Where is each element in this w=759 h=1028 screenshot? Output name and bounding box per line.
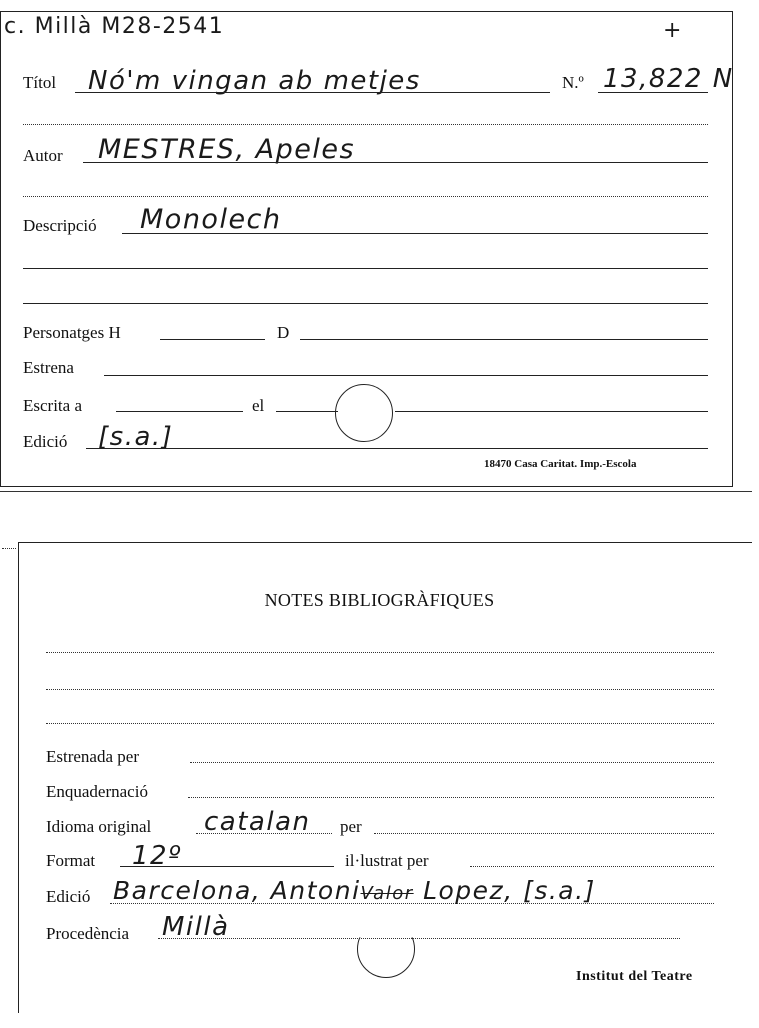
el-label: el xyxy=(252,396,265,415)
number-line xyxy=(598,92,708,93)
notes-heading: NOTES BIBLIOGRÀFIQUES xyxy=(264,590,495,610)
card1-rule-4 xyxy=(23,303,708,304)
format-line xyxy=(120,866,334,867)
autor-label: Autor xyxy=(23,146,63,165)
personatges-d-line xyxy=(300,339,708,340)
procedencia-value: Millà xyxy=(162,912,230,942)
card1-rule-3 xyxy=(23,268,708,269)
idioma-value: catalan xyxy=(204,807,311,837)
idioma-per-line xyxy=(374,833,714,834)
card2-left-edge xyxy=(2,548,16,549)
estrenada-line xyxy=(190,762,714,763)
d-label: D xyxy=(277,323,290,342)
card2-rule-2 xyxy=(46,689,714,690)
descripcio-value: Monolech xyxy=(140,204,282,235)
number-label: N.º xyxy=(562,73,584,92)
escrita-place-line xyxy=(116,411,243,412)
titol-line xyxy=(75,92,550,93)
edicio2-value-part2: Lopez, [s.a.] xyxy=(423,876,596,905)
personatges-label: Personatges H xyxy=(23,323,121,342)
edicio2-value xyxy=(113,876,596,905)
edicio-line xyxy=(86,448,708,449)
illustrat-label: il·lustrat per xyxy=(345,851,429,870)
edicio2-struck-text: Valor xyxy=(360,883,414,904)
institution-name: Institut del Teatre xyxy=(576,969,693,984)
autor-line xyxy=(83,162,708,163)
printer-imprint: 18470 Casa Caritat. Imp.-Escola xyxy=(484,458,637,470)
punch-hole-card1 xyxy=(335,384,393,442)
descripcio-label: Descripció xyxy=(23,216,97,235)
card2-rule-1 xyxy=(46,652,714,653)
idioma-line xyxy=(196,833,332,834)
card1-rule-2 xyxy=(23,196,708,197)
escrita-label: Escrita a xyxy=(23,396,82,415)
illustrat-line xyxy=(470,866,714,867)
enquadernacio-line xyxy=(188,797,714,798)
call-number: c. Millà M28-2541 xyxy=(4,14,225,39)
edicio2-value-part1: Barcelona, Antoni xyxy=(113,876,361,905)
estrena-label: Estrena xyxy=(23,358,74,377)
card1-rule-1 xyxy=(23,124,708,125)
edicio-label: Edició xyxy=(23,432,68,451)
format-label: Format xyxy=(46,851,96,870)
escrita-date-line-2 xyxy=(395,411,708,412)
titol-label: Títol xyxy=(23,73,57,92)
personatges-h-line xyxy=(160,339,265,340)
estrenada-label: Estrenada per xyxy=(46,747,139,766)
idioma-per-label: per xyxy=(340,817,362,836)
plus-mark: + xyxy=(663,18,683,43)
titol-value: Nó'm vingan ab metjes xyxy=(88,66,421,96)
edicio2-line xyxy=(110,903,714,904)
descripcio-line xyxy=(122,233,708,234)
estrena-line xyxy=(104,375,708,376)
enquadernacio-label: Enquadernació xyxy=(46,782,148,801)
escrita-date-line xyxy=(276,411,338,412)
edicio-value: [s.a.] xyxy=(98,422,174,452)
format-value: 12º xyxy=(132,841,182,871)
card1-bottom-rule xyxy=(0,491,752,492)
edicio2-label: Edició xyxy=(46,887,91,906)
number-value: 13,822 N xyxy=(603,64,734,94)
procedencia-label: Procedència xyxy=(46,924,130,943)
card2-rule-3 xyxy=(46,723,714,724)
idioma-label: Idioma original xyxy=(46,817,152,836)
procedencia-line xyxy=(158,938,680,939)
autor-value: MESTRES, Apeles xyxy=(98,134,356,165)
